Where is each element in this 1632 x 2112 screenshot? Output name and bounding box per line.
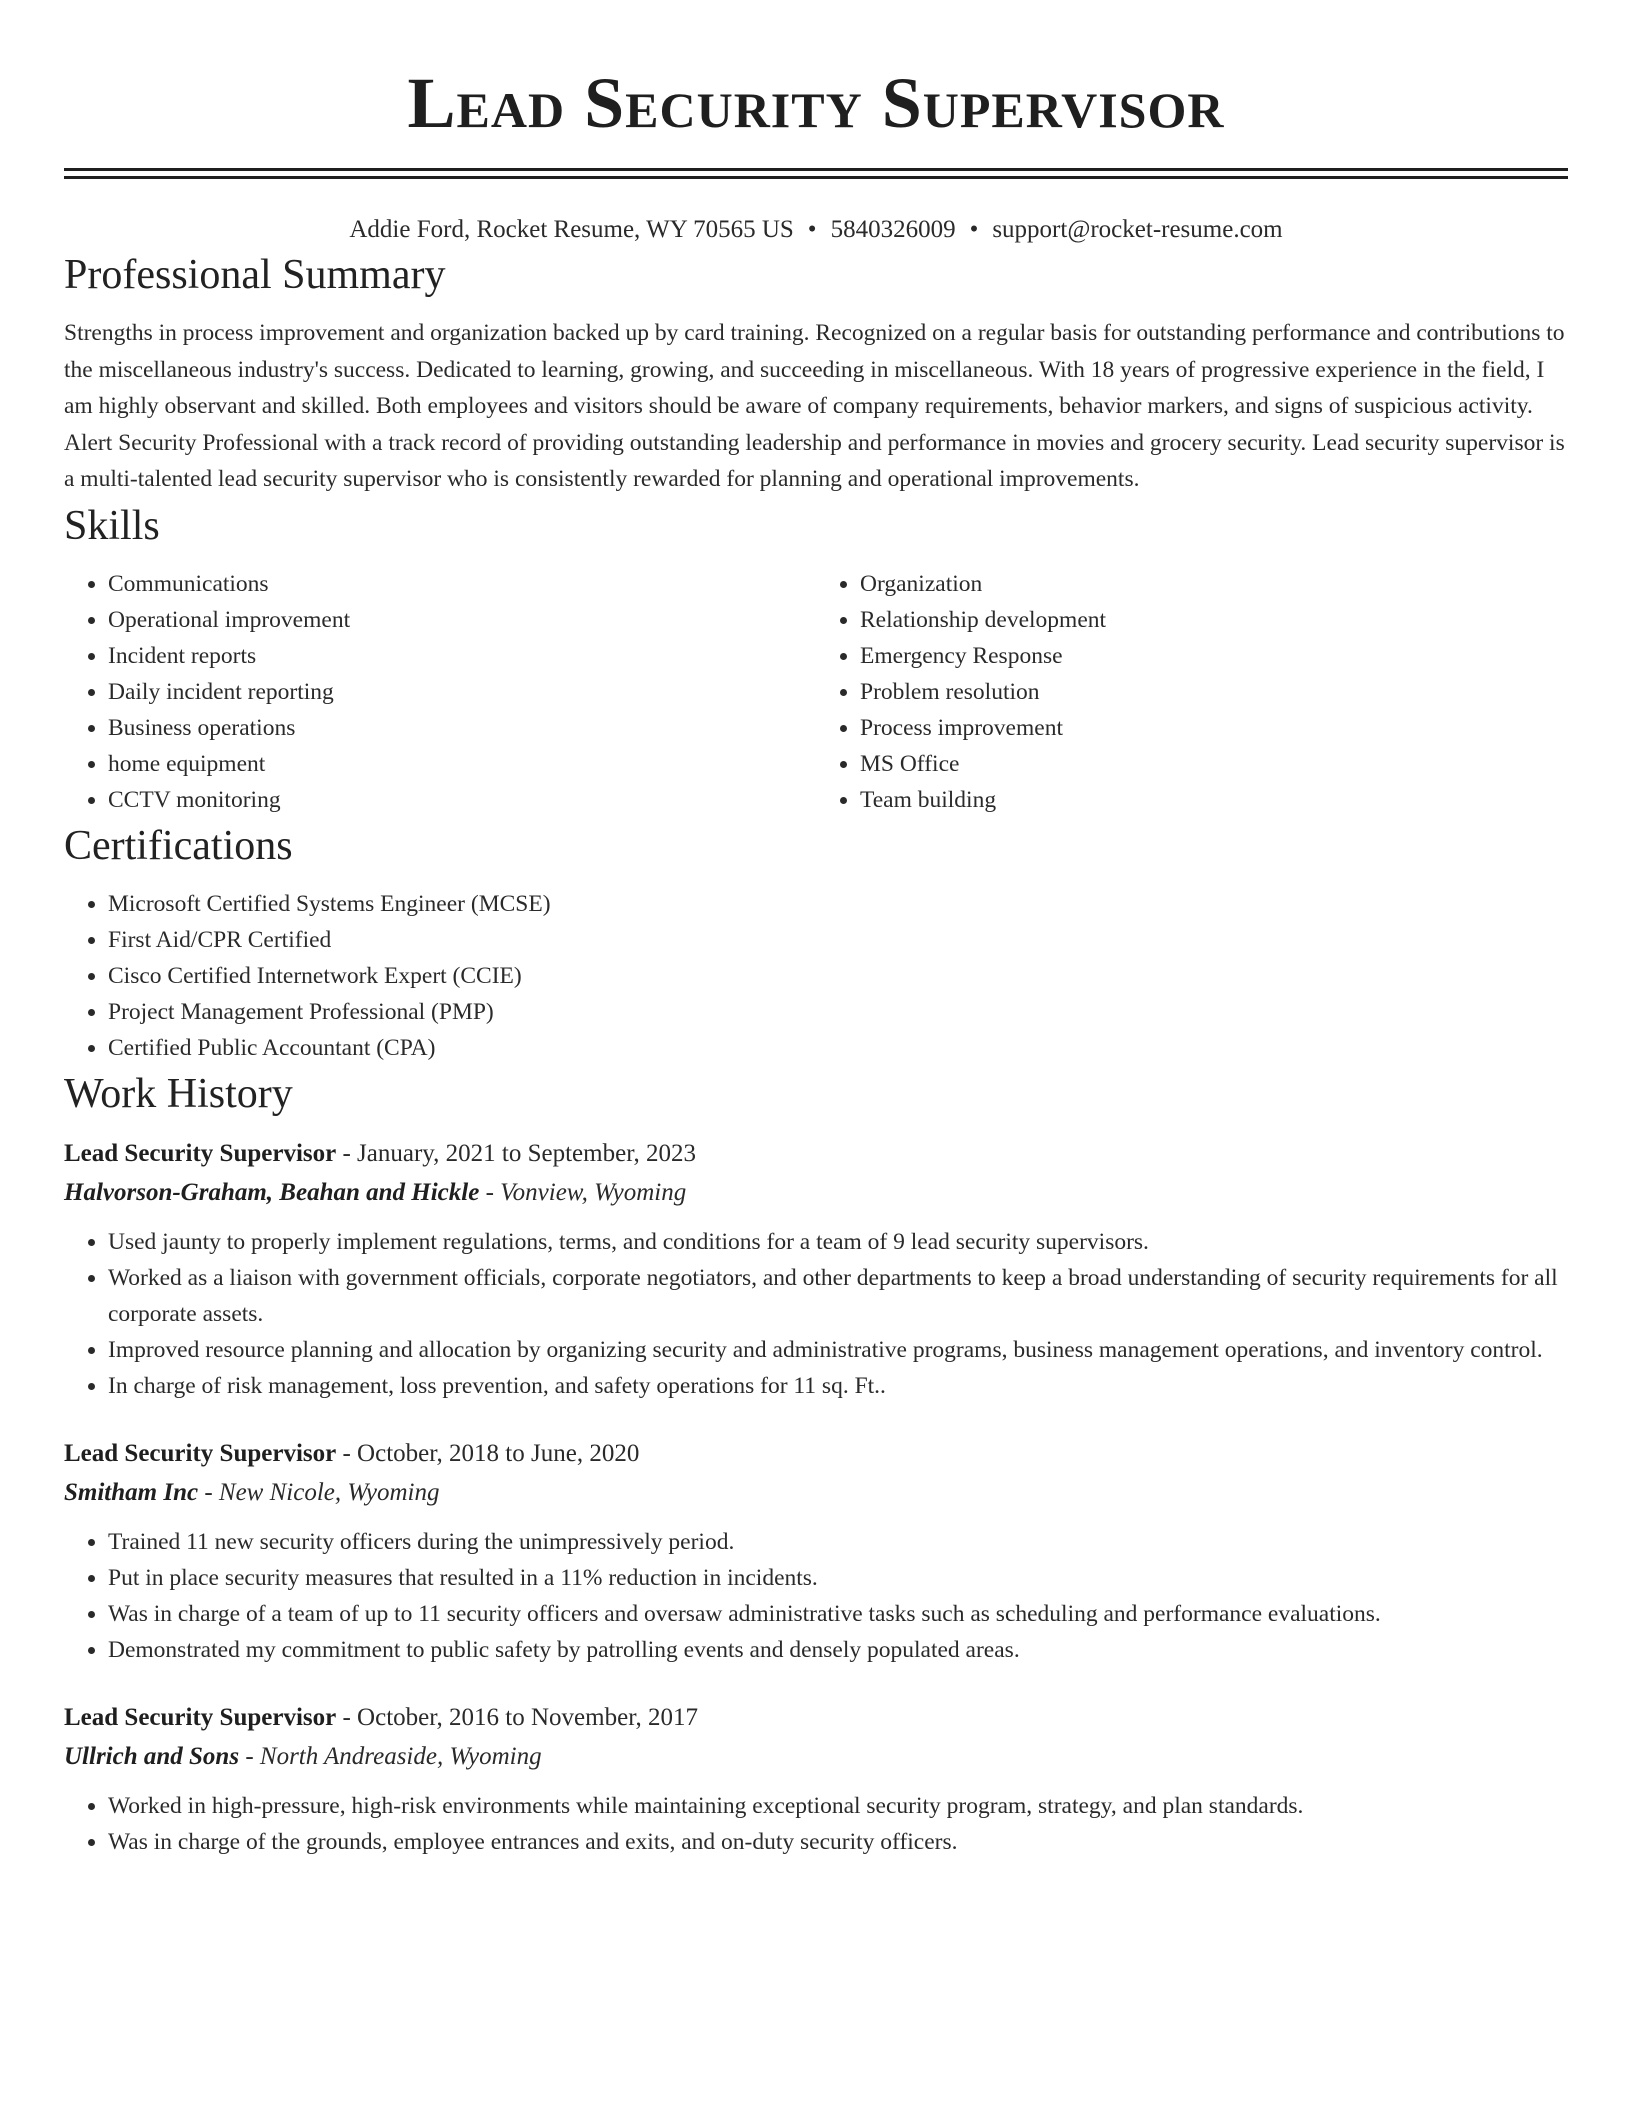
job-title-line (64, 1698, 1568, 1737)
summary-text: Strengths in process improvement and organization backed up by card training. Recognized on a regular basis for outstanding performance and contributions to the miscellaneous industry's success. Dedicated to learning, growing, and succeeding in miscellaneous. With 18 years of progressive experience in the field, I am highly observant and skilled. Both employees and visitors should be aware of company requirements, behavior markers, and signs of suspicious activity. Alert Security Professional with a track record of providing outstanding leadership and performance in movies and grocery security. Lead security supervisor is a multi-talented lead security supervisor who is consistently rewarded for planning and operational improvements. (64, 320, 1565, 492)
skill-item: • MS Office (860, 746, 1568, 782)
job-company-line (64, 1473, 1568, 1512)
job-title-line (64, 1434, 1568, 1473)
job-entry (64, 1698, 1568, 1860)
job-bullet: • Worked in high-pressure, high-risk environments while maintaining exceptional security program, strategy, and plan standards. (108, 1788, 1568, 1824)
job-bullets (64, 1788, 1568, 1860)
skill-item: • home equipment (108, 746, 816, 782)
job-company: Ullrich and Sons (64, 1742, 240, 1770)
job-company-line (64, 1173, 1568, 1212)
job-title-line (64, 1134, 1568, 1173)
job-bullet: • Worked as a liaison with government officials, corporate negotiators, and other departments to keep a broad understanding of security requirements for all corporate assets. (108, 1260, 1568, 1332)
certification-item: • Microsoft Certified Systems Engineer (MCSE) (108, 886, 1568, 922)
certification-item: • First Aid/CPR Certified (108, 922, 1568, 958)
certifications-list (64, 886, 1568, 1066)
skill-item: • Team building (860, 782, 1568, 818)
skill-item: • CCTV monitoring (108, 782, 816, 818)
certifications-heading: Certifications (64, 822, 293, 869)
certification-item: • Project Management Professional (PMP) (108, 994, 1568, 1030)
job-bullet: • Used jaunty to properly implement regulations, terms, and conditions for a team of 9 lead security supervisors. (108, 1224, 1568, 1260)
contact-address: Addie Ford, Rocket Resume, WY 70565 US (349, 216, 794, 243)
skills-columns (64, 566, 1568, 818)
job-location: - New Nicole, Wyoming (198, 1478, 440, 1506)
job-entry (64, 1134, 1568, 1404)
contact-email: support@rocket-resume.com (992, 216, 1283, 243)
skills-heading: Skills (64, 502, 160, 549)
skill-item: • Incident reports (108, 638, 816, 674)
job-role: Lead Security Supervisor (64, 1703, 337, 1731)
job-bullet: • Trained 11 new security officers during the unimpressively period. (108, 1524, 1568, 1560)
summary-heading: Professional Summary (64, 252, 446, 298)
skill-item: • Problem resolution (860, 674, 1568, 710)
job-dates: - October, 2018 to June, 2020 (336, 1439, 640, 1467)
certification-item: • Certified Public Accountant (CPA) (108, 1030, 1568, 1066)
job-company-line (64, 1737, 1568, 1776)
resume-title: Lead Security Supervisor (407, 63, 1225, 143)
skill-item: • Daily incident reporting (108, 674, 816, 710)
job-role: Lead Security Supervisor (64, 1439, 337, 1467)
resume-page (64, 0, 1568, 1860)
skills-left-list (64, 566, 816, 818)
skill-item: • Communications (108, 566, 816, 602)
contact-phone: 5840326009 (830, 216, 956, 243)
job-location: - North Andreaside, Wyoming (239, 1742, 542, 1770)
job-bullets (64, 1224, 1568, 1404)
job-company: Halvorson-Graham, Beahan and Hickle (64, 1178, 480, 1206)
skill-item: • Business operations (108, 710, 816, 746)
skill-item: • Relationship development (860, 602, 1568, 638)
skill-item: • Operational improvement (108, 602, 816, 638)
skill-item: • Emergency Response (860, 638, 1568, 674)
job-bullet: • Put in place security measures that resulted in a 11% reduction in incidents. (108, 1560, 1568, 1596)
skills-right-list (816, 566, 1568, 818)
certification-item: • Cisco Certified Internetwork Expert (CCIE) (108, 958, 1568, 994)
job-entry (64, 1434, 1568, 1668)
contact-separator: • (969, 216, 979, 243)
contact-separator: • (807, 216, 817, 243)
job-role: Lead Security Supervisor (64, 1139, 337, 1167)
job-bullet: • In charge of risk management, loss prevention, and safety operations for 11 sq. Ft.. (108, 1368, 1568, 1404)
skill-item: • Organization (860, 566, 1568, 602)
job-bullet: • Improved resource planning and allocation by organizing security and administrative programs, business management operations, and inventory control. (108, 1332, 1568, 1368)
job-dates: - October, 2016 to November, 2017 (336, 1703, 699, 1731)
skill-item: • Process improvement (860, 710, 1568, 746)
job-bullets (64, 1524, 1568, 1668)
job-company: Smitham Inc (64, 1478, 199, 1506)
work-history-heading: Work History (64, 1070, 293, 1117)
job-location: - Vonview, Wyoming (479, 1178, 687, 1206)
title-double-rule (64, 168, 1568, 179)
job-bullet: • Demonstrated my commitment to public safety by patrolling events and densely populated areas. (108, 1632, 1568, 1668)
contact-line (64, 213, 1568, 247)
job-dates: - January, 2021 to September, 2023 (336, 1139, 697, 1167)
job-bullet: • Was in charge of a team of up to 11 security officers and oversaw administrative tasks such as scheduling and performance evaluations. (108, 1596, 1568, 1632)
job-bullet: • Was in charge of the grounds, employee entrances and exits, and on-duty security officers. (108, 1824, 1568, 1860)
